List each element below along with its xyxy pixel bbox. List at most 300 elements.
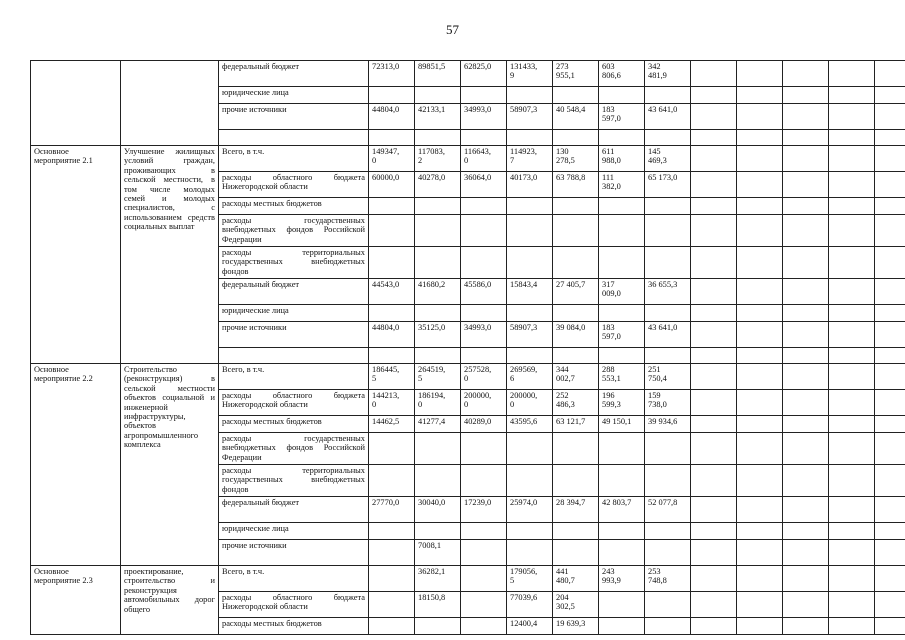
empty-cell: [875, 305, 905, 322]
value-cell: 200000, 0: [461, 390, 507, 416]
empty-cell: [737, 540, 783, 566]
value-cell: 288 553,1: [599, 364, 645, 390]
value-cell: 34993,0: [461, 322, 507, 348]
value-cell: [461, 247, 507, 279]
empty-cell: [691, 322, 737, 348]
empty-cell: [737, 497, 783, 523]
empty-cell: [737, 523, 783, 540]
value-cell: [645, 348, 691, 364]
value-cell: [599, 592, 645, 618]
value-cell: 89851,5: [415, 61, 461, 87]
empty-cell: [737, 348, 783, 364]
value-cell: 344 002,7: [553, 364, 599, 390]
funding-source-cell: [219, 130, 369, 146]
value-cell: 27770,0: [369, 497, 415, 523]
value-cell: 42133,1: [415, 104, 461, 130]
funding-source-cell: расходы местных бюджетов: [219, 198, 369, 215]
value-cell: 40289,0: [461, 416, 507, 433]
empty-cell: [691, 279, 737, 305]
value-cell: 36064,0: [461, 172, 507, 198]
value-cell: [507, 305, 553, 322]
value-cell: [599, 247, 645, 279]
value-cell: 179056, 5: [507, 566, 553, 592]
funding-source-cell: расходы территориальных государственных внебюджетных фондов: [219, 465, 369, 497]
empty-cell: [691, 104, 737, 130]
value-cell: [553, 87, 599, 104]
value-cell: [461, 433, 507, 465]
value-cell: 18150,8: [415, 592, 461, 618]
value-cell: 43 641,0: [645, 104, 691, 130]
empty-cell: [783, 433, 829, 465]
value-cell: [369, 465, 415, 497]
value-cell: 44804,0: [369, 322, 415, 348]
empty-cell: [875, 146, 905, 172]
value-cell: [369, 247, 415, 279]
value-cell: [415, 247, 461, 279]
value-cell: [553, 523, 599, 540]
value-cell: [369, 433, 415, 465]
empty-cell: [829, 322, 875, 348]
value-cell: [369, 618, 415, 635]
value-cell: [645, 305, 691, 322]
value-cell: 58907,3: [507, 322, 553, 348]
value-cell: [507, 87, 553, 104]
empty-cell: [783, 592, 829, 618]
empty-cell: [829, 523, 875, 540]
empty-cell: [691, 390, 737, 416]
value-cell: [599, 87, 645, 104]
value-cell: 41680,2: [415, 279, 461, 305]
empty-cell: [691, 87, 737, 104]
value-cell: 253 748,8: [645, 566, 691, 592]
empty-cell: [737, 130, 783, 146]
empty-cell: [875, 104, 905, 130]
empty-cell: [783, 566, 829, 592]
empty-cell: [691, 497, 737, 523]
table-row: [31, 364, 905, 390]
value-cell: 58907,3: [507, 104, 553, 130]
empty-cell: [691, 247, 737, 279]
value-cell: 200000, 0: [507, 390, 553, 416]
empty-cell: [875, 279, 905, 305]
value-cell: [645, 618, 691, 635]
event-cell: Основное мероприятие 2.1: [31, 146, 121, 364]
empty-cell: [875, 130, 905, 146]
value-cell: [507, 523, 553, 540]
empty-cell: [691, 433, 737, 465]
value-cell: [461, 465, 507, 497]
funding-source-cell: Всего, в т.ч.: [219, 364, 369, 390]
value-cell: 14462,5: [369, 416, 415, 433]
value-cell: 35125,0: [415, 322, 461, 348]
empty-cell: [737, 61, 783, 87]
empty-cell: [829, 416, 875, 433]
value-cell: [507, 198, 553, 215]
value-cell: [461, 618, 507, 635]
value-cell: 7008,1: [415, 540, 461, 566]
empty-cell: [737, 566, 783, 592]
value-cell: [553, 130, 599, 146]
value-cell: 36 655,3: [645, 279, 691, 305]
empty-cell: [875, 61, 905, 87]
value-cell: [369, 215, 415, 247]
empty-cell: [737, 172, 783, 198]
empty-cell: [691, 566, 737, 592]
empty-cell: [829, 146, 875, 172]
empty-cell: [691, 416, 737, 433]
value-cell: [645, 215, 691, 247]
empty-cell: [691, 523, 737, 540]
table-row: [31, 61, 905, 87]
empty-cell: [691, 215, 737, 247]
value-cell: 19 639,3: [553, 618, 599, 635]
empty-cell: [829, 497, 875, 523]
funding-source-cell: расходы государственных внебюджетных фондов Российской Федерации: [219, 215, 369, 247]
value-cell: [369, 198, 415, 215]
value-cell: [553, 198, 599, 215]
value-cell: [461, 566, 507, 592]
empty-cell: [829, 172, 875, 198]
value-cell: [415, 618, 461, 635]
funding-source-cell: [219, 348, 369, 364]
description-cell: [121, 61, 219, 146]
value-cell: [415, 305, 461, 322]
empty-cell: [737, 104, 783, 130]
value-cell: [507, 247, 553, 279]
empty-cell: [737, 247, 783, 279]
empty-cell: [875, 348, 905, 364]
value-cell: 342 481,9: [645, 61, 691, 87]
value-cell: 44804,0: [369, 104, 415, 130]
value-cell: [553, 465, 599, 497]
value-cell: [369, 523, 415, 540]
empty-cell: [691, 618, 737, 635]
value-cell: 252 486,3: [553, 390, 599, 416]
table-body: [31, 61, 905, 635]
empty-cell: [829, 618, 875, 635]
funding-source-cell: федеральный бюджет: [219, 497, 369, 523]
funding-source-cell: юридические лица: [219, 305, 369, 322]
funding-source-cell: Всего, в т.ч.: [219, 566, 369, 592]
empty-cell: [737, 433, 783, 465]
funding-source-cell: расходы областного бюджета Нижегородской области: [219, 592, 369, 618]
empty-cell: [691, 130, 737, 146]
empty-cell: [875, 364, 905, 390]
value-cell: 45586,0: [461, 279, 507, 305]
value-cell: [415, 198, 461, 215]
value-cell: [369, 305, 415, 322]
empty-cell: [737, 592, 783, 618]
empty-cell: [829, 433, 875, 465]
empty-cell: [829, 104, 875, 130]
empty-cell: [875, 465, 905, 497]
empty-cell: [783, 523, 829, 540]
value-cell: 52 077,8: [645, 497, 691, 523]
value-cell: 111 382,0: [599, 172, 645, 198]
empty-cell: [783, 198, 829, 215]
value-cell: [599, 465, 645, 497]
value-cell: [599, 618, 645, 635]
empty-cell: [737, 364, 783, 390]
value-cell: 130 278,5: [553, 146, 599, 172]
value-cell: 12400,4: [507, 618, 553, 635]
value-cell: 17239,0: [461, 497, 507, 523]
value-cell: 40278,0: [415, 172, 461, 198]
value-cell: 15843,4: [507, 279, 553, 305]
empty-cell: [737, 279, 783, 305]
value-cell: 42 803,7: [599, 497, 645, 523]
value-cell: 72313,0: [369, 61, 415, 87]
value-cell: 77039,6: [507, 592, 553, 618]
empty-cell: [829, 364, 875, 390]
value-cell: [645, 87, 691, 104]
value-cell: 27 405,7: [553, 279, 599, 305]
value-cell: [461, 348, 507, 364]
value-cell: 65 173,0: [645, 172, 691, 198]
value-cell: [645, 592, 691, 618]
value-cell: 257528, 0: [461, 364, 507, 390]
empty-cell: [691, 305, 737, 322]
empty-cell: [737, 305, 783, 322]
empty-cell: [783, 348, 829, 364]
value-cell: 62825,0: [461, 61, 507, 87]
event-cell: Основное мероприятие 2.2: [31, 364, 121, 566]
value-cell: 49 150,1: [599, 416, 645, 433]
value-cell: 183 597,0: [599, 322, 645, 348]
value-cell: [461, 215, 507, 247]
empty-cell: [875, 198, 905, 215]
value-cell: 269569, 6: [507, 364, 553, 390]
value-cell: [645, 247, 691, 279]
empty-cell: [783, 322, 829, 348]
empty-cell: [691, 592, 737, 618]
funding-source-cell: федеральный бюджет: [219, 61, 369, 87]
empty-cell: [737, 215, 783, 247]
value-cell: [415, 465, 461, 497]
value-cell: 116643, 0: [461, 146, 507, 172]
value-cell: [553, 305, 599, 322]
value-cell: [369, 348, 415, 364]
value-cell: [507, 433, 553, 465]
value-cell: 63 121,7: [553, 416, 599, 433]
value-cell: [645, 198, 691, 215]
value-cell: 196 599,3: [599, 390, 645, 416]
empty-cell: [783, 104, 829, 130]
value-cell: [645, 523, 691, 540]
value-cell: 186445, 5: [369, 364, 415, 390]
empty-cell: [875, 592, 905, 618]
value-cell: [553, 215, 599, 247]
value-cell: 36282,1: [415, 566, 461, 592]
empty-cell: [783, 172, 829, 198]
value-cell: 63 788,8: [553, 172, 599, 198]
value-cell: [645, 130, 691, 146]
empty-cell: [829, 305, 875, 322]
value-cell: 40 548,4: [553, 104, 599, 130]
value-cell: 43595,6: [507, 416, 553, 433]
value-cell: [415, 348, 461, 364]
value-cell: [461, 130, 507, 146]
value-cell: 183 597,0: [599, 104, 645, 130]
value-cell: [599, 348, 645, 364]
funding-source-cell: юридические лица: [219, 87, 369, 104]
empty-cell: [829, 61, 875, 87]
funding-source-cell: расходы территориальных государственных внебюджетных фондов: [219, 247, 369, 279]
value-cell: [369, 592, 415, 618]
value-cell: 186194, 0: [415, 390, 461, 416]
value-cell: [507, 540, 553, 566]
value-cell: 30040,0: [415, 497, 461, 523]
empty-cell: [691, 465, 737, 497]
empty-cell: [783, 618, 829, 635]
value-cell: [553, 348, 599, 364]
empty-cell: [737, 618, 783, 635]
empty-cell: [875, 416, 905, 433]
value-cell: [461, 592, 507, 618]
funding-source-cell: Всего, в т.ч.: [219, 146, 369, 172]
description-cell: Строительство (реконструкция) в сельской местности объектов социальной и инженерной инфраструктуры, объектов агропромышленного комплекса: [121, 364, 219, 566]
value-cell: 611 988,0: [599, 146, 645, 172]
value-cell: 145 469,3: [645, 146, 691, 172]
empty-cell: [829, 87, 875, 104]
funding-source-cell: прочие источники: [219, 322, 369, 348]
funding-source-cell: расходы местных бюджетов: [219, 416, 369, 433]
empty-cell: [875, 172, 905, 198]
value-cell: [599, 130, 645, 146]
description-cell: Улучшение жилищных условий граждан, проживающих в сельской местности, в том числе молодых семей и молодых специалистов, с использованием средств социальных выплат: [121, 146, 219, 364]
table-row: [31, 146, 905, 172]
empty-cell: [829, 247, 875, 279]
empty-cell: [829, 198, 875, 215]
value-cell: 603 806,6: [599, 61, 645, 87]
empty-cell: [829, 465, 875, 497]
value-cell: 41277,4: [415, 416, 461, 433]
value-cell: 40173,0: [507, 172, 553, 198]
value-cell: 149347, 0: [369, 146, 415, 172]
value-cell: [369, 540, 415, 566]
empty-cell: [737, 322, 783, 348]
value-cell: 60000,0: [369, 172, 415, 198]
value-cell: 317 009,0: [599, 279, 645, 305]
empty-cell: [783, 215, 829, 247]
event-cell: [31, 61, 121, 146]
value-cell: [507, 465, 553, 497]
value-cell: 114923, 7: [507, 146, 553, 172]
empty-cell: [691, 364, 737, 390]
funding-source-cell: прочие источники: [219, 540, 369, 566]
value-cell: [507, 130, 553, 146]
value-cell: [369, 130, 415, 146]
value-cell: 204 302,5: [553, 592, 599, 618]
value-cell: [507, 348, 553, 364]
empty-cell: [875, 322, 905, 348]
value-cell: [415, 433, 461, 465]
empty-cell: [691, 348, 737, 364]
empty-cell: [783, 247, 829, 279]
value-cell: [553, 247, 599, 279]
empty-cell: [737, 146, 783, 172]
empty-cell: [783, 497, 829, 523]
value-cell: [461, 523, 507, 540]
empty-cell: [737, 416, 783, 433]
value-cell: [415, 87, 461, 104]
value-cell: [645, 540, 691, 566]
value-cell: [599, 215, 645, 247]
value-cell: [645, 465, 691, 497]
value-cell: [415, 523, 461, 540]
page-number: 57: [446, 22, 459, 37]
empty-cell: [875, 497, 905, 523]
value-cell: [599, 198, 645, 215]
value-cell: [369, 87, 415, 104]
empty-cell: [691, 61, 737, 87]
empty-cell: [875, 433, 905, 465]
value-cell: 39 934,6: [645, 416, 691, 433]
empty-cell: [783, 364, 829, 390]
empty-cell: [829, 592, 875, 618]
value-cell: 131433, 9: [507, 61, 553, 87]
empty-cell: [829, 566, 875, 592]
funding-source-cell: расходы местных бюджетов: [219, 618, 369, 635]
empty-cell: [737, 465, 783, 497]
value-cell: [599, 433, 645, 465]
empty-cell: [737, 87, 783, 104]
value-cell: [415, 215, 461, 247]
empty-cell: [783, 305, 829, 322]
empty-cell: [875, 390, 905, 416]
value-cell: 44543,0: [369, 279, 415, 305]
value-cell: 243 993,9: [599, 566, 645, 592]
empty-cell: [875, 540, 905, 566]
value-cell: [461, 540, 507, 566]
empty-cell: [783, 130, 829, 146]
empty-cell: [783, 146, 829, 172]
empty-cell: [783, 465, 829, 497]
value-cell: 43 641,0: [645, 322, 691, 348]
empty-cell: [783, 279, 829, 305]
empty-cell: [691, 172, 737, 198]
value-cell: 441 480,7: [553, 566, 599, 592]
value-cell: [461, 198, 507, 215]
empty-cell: [829, 279, 875, 305]
empty-cell: [829, 540, 875, 566]
empty-cell: [691, 198, 737, 215]
funding-source-cell: расходы областного бюджета Нижегородской области: [219, 172, 369, 198]
empty-cell: [875, 523, 905, 540]
value-cell: 28 394,7: [553, 497, 599, 523]
empty-cell: [875, 566, 905, 592]
funding-source-cell: федеральный бюджет: [219, 279, 369, 305]
value-cell: 25974,0: [507, 497, 553, 523]
funding-source-cell: расходы государственных внебюджетных фондов Российской Федерации: [219, 433, 369, 465]
value-cell: [599, 523, 645, 540]
event-cell: Основное мероприятие 2.3: [31, 566, 121, 635]
value-cell: [507, 215, 553, 247]
empty-cell: [875, 215, 905, 247]
empty-cell: [783, 416, 829, 433]
value-cell: [461, 87, 507, 104]
value-cell: [553, 540, 599, 566]
value-cell: [369, 566, 415, 592]
value-cell: [599, 305, 645, 322]
empty-cell: [691, 146, 737, 172]
empty-cell: [783, 390, 829, 416]
empty-cell: [783, 540, 829, 566]
empty-cell: [829, 390, 875, 416]
empty-cell: [783, 61, 829, 87]
funding-source-cell: расходы областного бюджета Нижегородской области: [219, 390, 369, 416]
empty-cell: [875, 247, 905, 279]
